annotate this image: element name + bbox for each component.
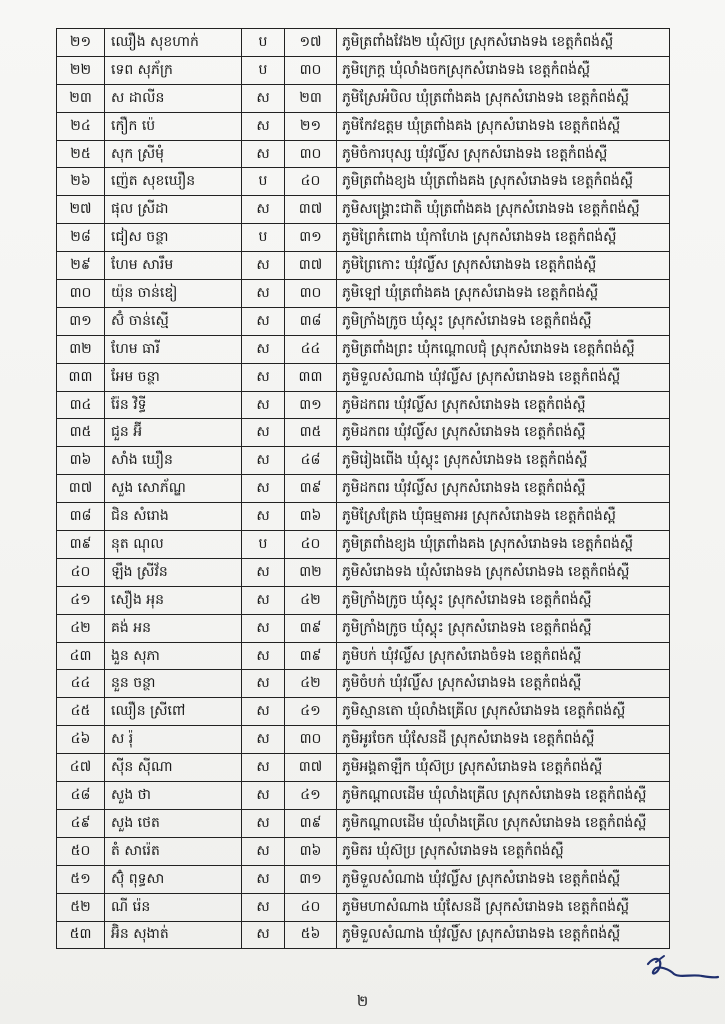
age-cell: ៣០ — [285, 56, 337, 84]
age-cell: ៣០ — [285, 140, 337, 168]
name-cell: កឿក ប៉េ — [105, 112, 242, 140]
age-cell: ២៣ — [285, 84, 337, 112]
name-cell: ញ៉េត សុខឃឿន — [105, 168, 242, 196]
table-row — [57, 280, 670, 308]
sex-cell: ស — [242, 726, 285, 754]
sex-cell: ប — [242, 168, 285, 196]
age-cell: ៣២ — [285, 558, 337, 586]
sex-cell: ស — [242, 363, 285, 391]
name-cell: សាំង ឃឿន — [105, 447, 242, 475]
row-number-cell: ២៣ — [57, 84, 105, 112]
sex-cell: ស — [242, 670, 285, 698]
age-cell: ៣០ — [285, 280, 337, 308]
name-cell: យ៉ុន ចាន់ឌៀ — [105, 280, 242, 308]
age-cell: ៣៩ — [285, 614, 337, 642]
sex-cell: ស — [242, 921, 285, 949]
table-row — [57, 363, 670, 391]
age-cell: ៣៩ — [285, 809, 337, 837]
address-cell: ភូមិព្រៃកំពោង ឃុំកាហែង ស្រុកសំរោងទង ខេត្តកំពង់ស្ពឺ — [337, 224, 670, 252]
sex-cell: ស — [242, 475, 285, 503]
address-cell: ភូមិកណ្តាលដើម ឃុំលាំងគ្រើល ស្រុកសំរោងទង ខេត្តកំពង់ស្ពឺ — [337, 809, 670, 837]
address-cell: ភូមិរៀងពើង ឃុំស្គុះ ស្រុកសំរោងទង ខេត្តកំពង់ស្ពឺ — [337, 447, 670, 475]
address-cell: ភូមិដកពរ ឃុំវល្លិ៍ស ស្រុកសំរោងទង ខេត្តកំពង់ស្ពឺ — [337, 391, 670, 419]
sex-cell: ស — [242, 865, 285, 893]
row-number-cell: ៥២ — [57, 893, 105, 921]
name-cell: ណី រ៉េន — [105, 893, 242, 921]
sex-cell: ស — [242, 558, 285, 586]
sex-cell: ស — [242, 614, 285, 642]
table-row — [57, 112, 670, 140]
name-cell: សួង សោភ័ណ្ឌ — [105, 475, 242, 503]
address-cell: ភូមិចំបក់ ឃុំវល្លិ៍ស ស្រុកសំរោងទង ខេត្តកំពង់ស្ពឺ — [337, 670, 670, 698]
age-cell: ៤០ — [285, 893, 337, 921]
sex-cell: ស — [242, 837, 285, 865]
address-cell: ភូមិត្រពាំងខ្យង ឃុំត្រពាំងគង ស្រុកសំរោងទង ខេត្តកំពង់ស្ពឺ — [337, 168, 670, 196]
address-cell: ភូមិក្រាំងក្រូច ឃុំស្គុះ ស្រុកសំរោងទង ខេត្តកំពង់ស្ពឺ — [337, 586, 670, 614]
table-row — [57, 196, 670, 224]
name-cell: គង់ អន — [105, 614, 242, 642]
row-number-cell: ៥០ — [57, 837, 105, 865]
address-cell: ភូមិមហាសំណាង ឃុំសែនដី ស្រុកសំរោងទង ខេត្តកំពង់ស្ពឺ — [337, 893, 670, 921]
name-cell: នួន ចន្ថា — [105, 670, 242, 698]
name-cell: រ៉ែន វិទ្ធី — [105, 391, 242, 419]
name-cell: ស៊ំ ចាន់ស្មើ — [105, 307, 242, 335]
address-cell: ភូមិចំការបុស្ស ឃុំវល្លិ៍ស ស្រុកសំរោងទង ខេត្តកំពង់ស្ពឺ — [337, 140, 670, 168]
name-cell: អែម ចន្ថា — [105, 363, 242, 391]
table-row — [57, 503, 670, 531]
row-number-cell: ៣៦ — [57, 447, 105, 475]
name-cell: ស រ៉ុ — [105, 726, 242, 754]
age-cell: ៤០ — [285, 168, 337, 196]
name-cell: ជួន អ៊ី — [105, 419, 242, 447]
address-cell: ភូមិដកពរ ឃុំវល្លិ៍ស ស្រុកសំរោងទង ខេត្តកំពង់ស្ពឺ — [337, 419, 670, 447]
table-row — [57, 586, 670, 614]
address-cell: ភូមិអង្គតាឡឹក ឃុំស៊ប្រ ស្រុកសំរោងទង ខេត្តកំពង់ស្ពឺ — [337, 754, 670, 782]
address-cell: ភូមិក្រេក្ត ឃុំលាំងចកស្រុកសំរោងទង ខេត្តកំពង់ស្ពឺ — [337, 56, 670, 84]
name-cell: សុក ស្រីមុំ — [105, 140, 242, 168]
age-cell: ២១ — [285, 112, 337, 140]
sex-cell: ស — [242, 419, 285, 447]
age-cell: ៣១ — [285, 391, 337, 419]
address-cell: ភូមិកែវឧត្តម ឃុំត្រពាំងគង ស្រុកសំរោងទង ខេត្តកំពង់ស្ពឺ — [337, 112, 670, 140]
row-number-cell: ៣០ — [57, 280, 105, 308]
address-cell: ភូមិសង្គ្រោះជាតិ ឃុំត្រពាំងគង ស្រុកសំរោងទង ខេត្តកំពង់ស្ពឺ — [337, 196, 670, 224]
name-cell: ឈឿង សុខហាក់ — [105, 29, 242, 57]
row-number-cell: ២១ — [57, 29, 105, 57]
table-row — [57, 224, 670, 252]
sex-cell: ស — [242, 809, 285, 837]
table-row — [57, 837, 670, 865]
name-cell: ស ដាលីន — [105, 84, 242, 112]
sex-cell: ស — [242, 782, 285, 810]
table-row — [57, 307, 670, 335]
row-number-cell: ៣៨ — [57, 503, 105, 531]
sex-cell: ស — [242, 84, 285, 112]
age-cell: ៣៥ — [285, 419, 337, 447]
name-cell: ឡឹង ស្រីវ័ន — [105, 558, 242, 586]
sex-cell: ប — [242, 56, 285, 84]
address-cell: ភូមិត្រពាំងវែង២ ឃុំស៊ប្រ ស្រុកសំរោងទង ខេត្តកំពង់ស្ពឺ — [337, 29, 670, 57]
name-cell: ងួន សុភា — [105, 642, 242, 670]
name-cell: ឈឿន ស្រីពៅ — [105, 698, 242, 726]
name-cell: សួង ថេត — [105, 809, 242, 837]
table-row — [57, 921, 670, 949]
table-row — [57, 447, 670, 475]
age-cell: ៣៧ — [285, 196, 337, 224]
sex-cell: ស — [242, 112, 285, 140]
table-row — [57, 168, 670, 196]
sex-cell: ស — [242, 447, 285, 475]
sex-cell: ស — [242, 893, 285, 921]
address-cell: ភូមិក្រាំងក្រូច ឃុំស្គុះ ស្រុកសំរោងទង ខេត្តកំពង់ស្ពឺ — [337, 614, 670, 642]
row-number-cell: ៤៤ — [57, 670, 105, 698]
sex-cell: ស — [242, 307, 285, 335]
row-number-cell: ៥១ — [57, 865, 105, 893]
roster-body — [57, 29, 670, 949]
row-number-cell: ៤៥ — [57, 698, 105, 726]
address-cell: ភូមិកណ្តាលដើម ឃុំលាំងគ្រើល ស្រុកសំរោងទង ខេត្តកំពង់ស្ពឺ — [337, 782, 670, 810]
address-cell: ភូមិព្រៃកោះ ឃុំវល្លិ៍ស ស្រុកសំរោងទង ខេត្តកំពង់ស្ពឺ — [337, 252, 670, 280]
table-row — [57, 335, 670, 363]
table-row — [57, 642, 670, 670]
age-cell: ១៧ — [285, 29, 337, 57]
row-number-cell: ២២ — [57, 56, 105, 84]
row-number-cell: ២៥ — [57, 140, 105, 168]
age-cell: ៤២ — [285, 586, 337, 614]
table-row — [57, 754, 670, 782]
age-cell: ៤០ — [285, 531, 337, 559]
worker-roster-table — [56, 28, 670, 949]
sex-cell: ស — [242, 280, 285, 308]
row-number-cell: ៣៩ — [57, 531, 105, 559]
row-number-cell: ៣៤ — [57, 391, 105, 419]
table-row — [57, 29, 670, 57]
name-cell: ហែម សារឹម — [105, 252, 242, 280]
row-number-cell: ២៧ — [57, 196, 105, 224]
name-cell: សឿង អុន — [105, 586, 242, 614]
address-cell: ភូមិបក់ ឃុំវល្លិ៍ស ស្រុកសំរោងចំទង ខេត្តកំពង់ស្ពឺ — [337, 642, 670, 670]
address-cell: ភូមិតរ ឃុំស៊ប្រ ស្រុកសំរោងទង ខេត្តកំពង់ស្ពឺ — [337, 837, 670, 865]
table-row — [57, 140, 670, 168]
age-cell: ៣១ — [285, 224, 337, 252]
name-cell: ជៀស ចន្ថា — [105, 224, 242, 252]
age-cell: ៤៤ — [285, 335, 337, 363]
name-cell: ជិន សំរោង — [105, 503, 242, 531]
row-number-cell: ៤៣ — [57, 642, 105, 670]
row-number-cell: ២៤ — [57, 112, 105, 140]
sex-cell: ស — [242, 252, 285, 280]
name-cell: ផុល ស្រីដា — [105, 196, 242, 224]
row-number-cell: ៣៣ — [57, 363, 105, 391]
sex-cell: ស — [242, 698, 285, 726]
table-row — [57, 865, 670, 893]
table-row — [57, 698, 670, 726]
sex-cell: ស — [242, 642, 285, 670]
table-row — [57, 419, 670, 447]
name-cell: ស៊ុំ ពុទ្ធសា — [105, 865, 242, 893]
table-row — [57, 782, 670, 810]
sex-cell: ប — [242, 224, 285, 252]
age-cell: ៣៣ — [285, 363, 337, 391]
table-row — [57, 252, 670, 280]
sex-cell: ស — [242, 391, 285, 419]
table-row — [57, 670, 670, 698]
address-cell: ភូមិអូរចែក ឃុំសែនដី ស្រុកសំរោងទង ខេត្តកំពង់ស្ពឺ — [337, 726, 670, 754]
row-number-cell: ៣២ — [57, 335, 105, 363]
address-cell: ភូមិត្រពាំងខ្យង ឃុំត្រពាំងគង ស្រុកសំរោងទង ខេត្តកំពង់ស្ពឺ — [337, 531, 670, 559]
row-number-cell: ៤៧ — [57, 754, 105, 782]
age-cell: ៣៨ — [285, 307, 337, 335]
name-cell: អ៊ិន សុងាត់ — [105, 921, 242, 949]
row-number-cell: ២៨ — [57, 224, 105, 252]
table-row — [57, 56, 670, 84]
table-row — [57, 809, 670, 837]
table-row — [57, 726, 670, 754]
row-number-cell: ៤១ — [57, 586, 105, 614]
sex-cell: ស — [242, 196, 285, 224]
age-cell: ៣៧ — [285, 252, 337, 280]
row-number-cell: ៣៥ — [57, 419, 105, 447]
address-cell: ភូមិស្រែត្រែង ឃុំធម្មតាអរ ស្រុកសំរោងទង ខេត្តកំពង់ស្ពឺ — [337, 503, 670, 531]
age-cell: ៤៨ — [285, 447, 337, 475]
table-row — [57, 531, 670, 559]
row-number-cell: ៥៣ — [57, 921, 105, 949]
signature-icon — [640, 950, 720, 990]
sex-cell: ប — [242, 531, 285, 559]
age-cell: ៣១ — [285, 865, 337, 893]
address-cell: ភូមិត្រពាំងព្រះ ឃុំកណ្តោលជុំ ស្រុកសំរោងទង ខេត្តកំពង់ស្ពឺ — [337, 335, 670, 363]
address-cell: ភូមិសំរោងទង ឃុំសំរោងទង ស្រុកសំរោងទង ខេត្តកំពង់ស្ពឺ — [337, 558, 670, 586]
sex-cell: ស — [242, 140, 285, 168]
name-cell: នុត ណុល — [105, 531, 242, 559]
age-cell: ៣៦ — [285, 503, 337, 531]
row-number-cell: ៤៦ — [57, 726, 105, 754]
row-number-cell: ២៦ — [57, 168, 105, 196]
age-cell: ៣០ — [285, 726, 337, 754]
age-cell: ៥៦ — [285, 921, 337, 949]
sex-cell: ប — [242, 29, 285, 57]
row-number-cell: ៣៧ — [57, 475, 105, 503]
address-cell: ភូមិដកពរ ឃុំវល្លិ៍ស ស្រុកសំរោងទង ខេត្តកំពង់ស្ពឺ — [337, 475, 670, 503]
row-number-cell: ៤៨ — [57, 782, 105, 810]
row-number-cell: ៣១ — [57, 307, 105, 335]
address-cell: ភូមិទួលសំណាង ឃុំវល្លិ៍ស ស្រុកសំរោងទង ខេត្តកំពង់ស្ពឺ — [337, 921, 670, 949]
table-row — [57, 84, 670, 112]
page-number: ២ — [356, 992, 369, 1010]
address-cell: ភូមិស្មានតោ ឃុំលាំងគ្រើល ស្រុកសំរោងទង ខេត្តកំពង់ស្ពឺ — [337, 698, 670, 726]
row-number-cell: ៤៩ — [57, 809, 105, 837]
row-number-cell: ៤០ — [57, 558, 105, 586]
age-cell: ៣៧ — [285, 754, 337, 782]
name-cell: ស៊ីន ស៊ីណា — [105, 754, 242, 782]
sex-cell: ស — [242, 586, 285, 614]
row-number-cell: ២៩ — [57, 252, 105, 280]
age-cell: ៤២ — [285, 670, 337, 698]
sex-cell: ស — [242, 754, 285, 782]
age-cell: ៤១ — [285, 782, 337, 810]
age-cell: ៤១ — [285, 698, 337, 726]
table-row — [57, 475, 670, 503]
age-cell: ៣៦ — [285, 837, 337, 865]
age-cell: ៣៩ — [285, 642, 337, 670]
table-row — [57, 893, 670, 921]
row-number-cell: ៤២ — [57, 614, 105, 642]
address-cell: ភូមិទួលសំណាង ឃុំវល្លិ៍ស ស្រុកសំរោងទង ខេត្តកំពង់ស្ពឺ — [337, 363, 670, 391]
address-cell: ភូមិឡៅ ឃុំត្រពាំងគង ស្រុកសំរោងទង ខេត្តកំពង់ស្ពឺ — [337, 280, 670, 308]
name-cell: តំ សារ៉េត — [105, 837, 242, 865]
name-cell: ហែម ធារី — [105, 335, 242, 363]
age-cell: ៣៩ — [285, 475, 337, 503]
table-row — [57, 391, 670, 419]
sex-cell: ស — [242, 335, 285, 363]
sex-cell: ស — [242, 503, 285, 531]
address-cell: ភូមិស្រែអំបិល ឃុំត្រពាំងគង ស្រុកសំរោងទង ខេត្តកំពង់ស្ពឺ — [337, 84, 670, 112]
name-cell: សួង ថា — [105, 782, 242, 810]
address-cell: ភូមិក្រាំងក្រូច ឃុំស្គុះ ស្រុកសំរោងទង ខេត្តកំពង់ស្ពឺ — [337, 307, 670, 335]
name-cell: ទេព សុភ័ក្រ — [105, 56, 242, 84]
address-cell: ភូមិទួលសំណាង ឃុំវល្លិ៍ស ស្រុកសំរោងទង ខេត្តកំពង់ស្ពឺ — [337, 865, 670, 893]
table-row — [57, 614, 670, 642]
table-row — [57, 558, 670, 586]
